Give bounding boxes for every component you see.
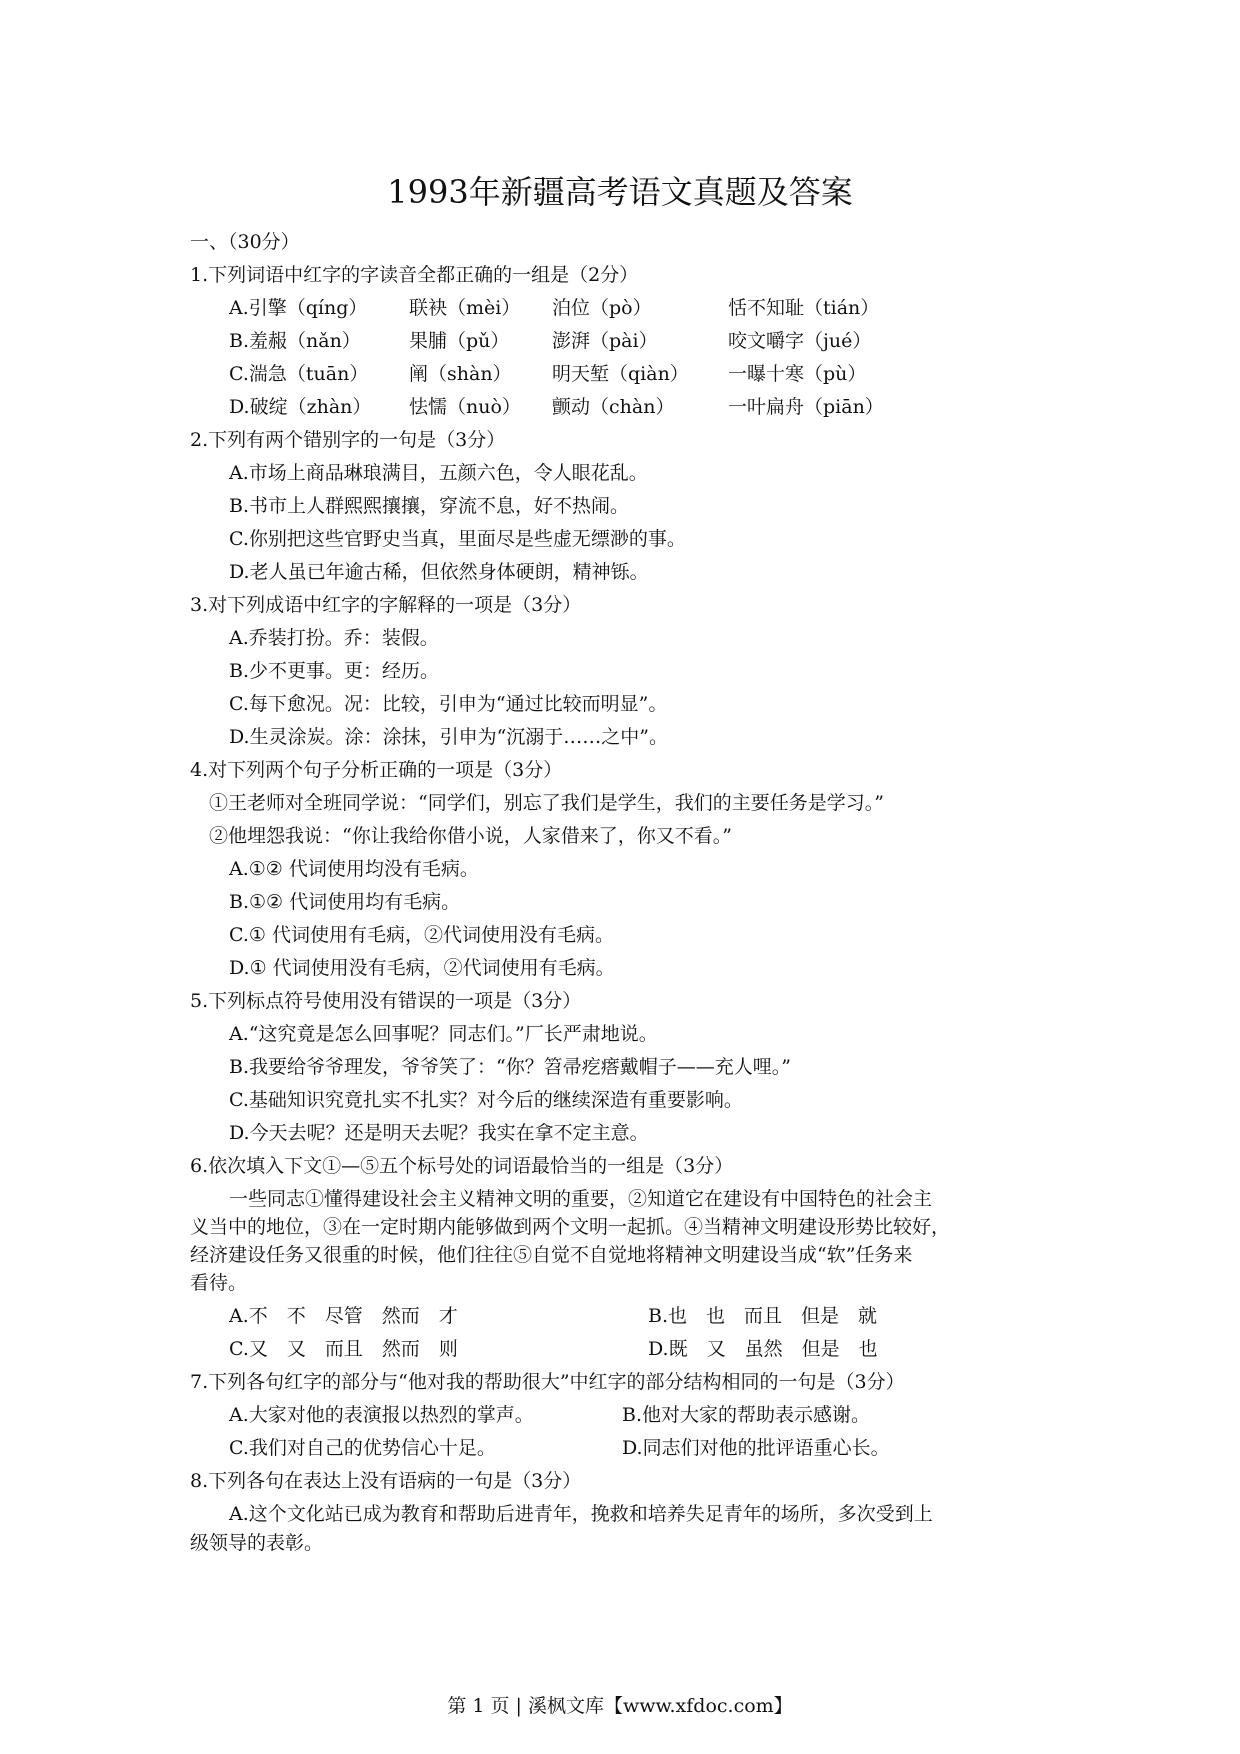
q4-option-a: A.①② 代词使用均没有毛病。 [229, 858, 479, 880]
q2-option-b: B.书市上人群熙熙攘攘，穿流不息，好不热闹。 [229, 495, 630, 517]
question-1-stem: 1.下列词语中红字的字读音全都正确的一组是（2分） [190, 264, 639, 286]
q1-option-c-3: 明天堑（qiàn） [552, 363, 689, 385]
q3-option-c: C.每下愈况。况：比较，引申为“通过比较而明显”。 [229, 693, 668, 715]
q6-passage-line-2: 义当中的地位，③在一定时期内能够做到两个文明一起抓。④当精神文明建设形势比较好， [190, 1216, 951, 1238]
q7-option-d: D.同志们对他的批评语重心长。 [622, 1437, 890, 1459]
q4-sentence-1: ①王老师对全班同学说：“同学们，别忘了我们是学生，我们的主要任务是学习。” [209, 792, 884, 814]
q4-option-d: D.① 代词使用没有毛病，②代词使用有毛病。 [229, 957, 615, 979]
q1-option-c-2: 阐（shàn） [409, 363, 512, 385]
q1-option-b-3: 澎湃（pài） [552, 330, 658, 352]
question-5-stem: 5.下列标点符号使用没有错误的一项是（3分） [190, 990, 582, 1012]
q3-option-b: B.少不更事。更：经历。 [229, 660, 440, 682]
q6-passage-line-4: 看待。 [190, 1272, 248, 1294]
q6-option-a: A.不 不 尽管 然而 才 [229, 1305, 458, 1327]
q2-option-a: A.市场上商品琳琅满目，五颜六色，令人眼花乱。 [229, 462, 648, 484]
q1-option-c-4: 一曝十寒（pù） [728, 363, 867, 385]
question-7-stem: 7.下列各句红字的部分与“他对我的帮助很大”中红字的部分结构相同的一句是（3分） [190, 1371, 905, 1393]
q1-option-d-4: 一叶扁舟（piān） [728, 396, 884, 418]
q6-option-d: D.既 又 虽然 但是 也 [648, 1338, 878, 1360]
question-3-stem: 3.对下列成语中红字的字解释的一项是（3分） [190, 594, 582, 616]
q5-option-d: D.今天去呢？还是明天去呢？我实在拿不定主意。 [229, 1122, 649, 1144]
q8-option-a-line-1: A.这个文化站已成为教育和帮助后进青年，挽救和培养失足青年的场所，多次受到上 [229, 1503, 933, 1525]
q1-option-c-1: C.湍急（tuān） [229, 363, 369, 385]
q8-option-a-line-2: 级领导的表彰。 [190, 1532, 324, 1554]
q1-option-d-1: D.破绽（zhàn） [229, 396, 372, 418]
section-heading: 一、（30分） [190, 231, 300, 253]
q6-option-c: C.又 又 而且 然而 则 [229, 1338, 458, 1360]
question-6-stem: 6.依次填入下文①—⑤五个标号处的词语最恰当的一组是（3分） [190, 1155, 734, 1177]
page-footer: 第 1 页 | 溪枫文库【www.xfdoc.com】 [447, 1695, 793, 1717]
q5-option-a: A.“这究竟是怎么回事呢？同志们。”厂长严肃地说。 [229, 1023, 658, 1045]
question-4-stem: 4.对下列两个句子分析正确的一项是（3分） [190, 759, 563, 781]
q1-option-b-2: 果脯（pǔ） [409, 330, 510, 352]
q1-option-a-1: A.引擎（qíng） [229, 297, 368, 319]
q6-passage-line-1: 一些同志①懂得建设社会主义精神文明的重要，②知道它在建设有中国特色的社会主 [229, 1188, 933, 1210]
q7-option-b: B.他对大家的帮助表示感谢。 [622, 1404, 871, 1426]
question-2-stem: 2.下列有两个错别字的一句是（3分） [190, 429, 506, 451]
q4-option-b: B.①② 代词使用均有毛病。 [229, 891, 461, 913]
q7-option-a: A.大家对他的表演报以热烈的掌声。 [229, 1404, 534, 1426]
q2-option-d: D.老人虽已年逾古稀，但依然身体硬朗，精神铄。 [229, 561, 649, 583]
q6-passage-line-3: 经济建设任务又很重的时候，他们往往⑤自觉不自觉地将精神文明建设当成“软”任务来 [190, 1244, 913, 1266]
q3-option-a: A.乔装打扮。乔：装假。 [229, 627, 439, 649]
q5-option-c: C.基础知识究竟扎实不扎实？对今后的继续深造有重要影响。 [229, 1089, 743, 1111]
q1-option-a-4: 恬不知耻（tián） [728, 297, 880, 319]
q1-option-d-2: 怯懦（nuò） [409, 396, 521, 418]
q3-option-d: D.生灵涂炭。涂：涂抹，引申为“沉溺于……之中”。 [229, 726, 669, 748]
q1-option-d-3: 颤动（chàn） [552, 396, 675, 418]
q1-option-b-1: B.羞赧（nǎn） [229, 330, 361, 352]
q4-option-c: C.① 代词使用有毛病，②代词使用没有毛病。 [229, 924, 614, 946]
page-title: 1993年新疆高考语文真题及答案 [387, 173, 853, 211]
question-8-stem: 8.下列各句在表达上没有语病的一句是（3分） [190, 1470, 582, 1492]
q1-option-b-4: 咬文嚼字（jué） [728, 330, 872, 352]
q1-option-a-3: 泊位（pò） [552, 297, 652, 319]
q2-option-c: C.你别把这些官野史当真，里面尽是些虚无缥渺的事。 [229, 528, 686, 550]
q6-option-b: B.也 也 而且 但是 就 [648, 1305, 878, 1327]
q7-option-c: C.我们对自己的优势信心十足。 [229, 1437, 496, 1459]
q5-option-b: B.我要给爷爷理发，爷爷笑了：“你？笤帚疙瘩戴帽子——充人哩。” [229, 1056, 791, 1078]
q1-option-a-2: 联袂（mèi） [409, 297, 521, 319]
q4-sentence-2: ②他埋怨我说：“你让我给你借小说，人家借来了，你又不看。” [209, 825, 732, 847]
